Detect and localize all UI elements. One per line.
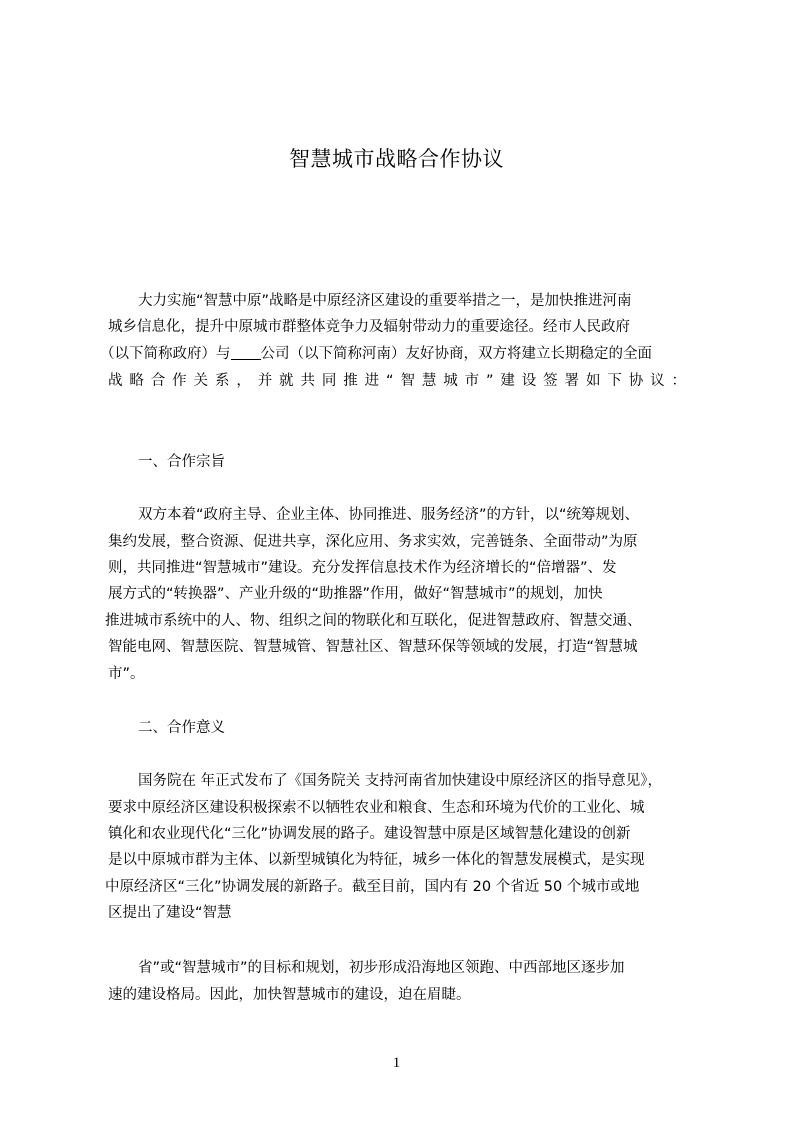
section-2-continued-line-2: 速的建设格局。因此，加快智慧城市的建设，迫在眉睫。 <box>108 987 471 1003</box>
section-2-line-1: 国务院在 年正式发布了《国务院关 支持河南省加快建设中原经济区的指导意见》， <box>138 773 662 789</box>
intro-line-3 <box>100 344 652 364</box>
section-1-line-3: 则，共同推进“智慧城市”建设。充分发挥信息技术作为经济增长的“倍增器”、发 <box>108 560 617 576</box>
page-number: 1 <box>392 1055 401 1071</box>
section-2-line-3: 镇化和农业现代化“三化”协调发展的路子。建设智慧中原是区域智慧化建设的创新 <box>108 826 631 842</box>
section-1-line-6: 智能电网、智慧医院、智慧城管、智慧社区、智慧环保等领域的发展，打造“智慧城 <box>108 639 638 655</box>
section-1-line-7: 市”。 <box>108 666 145 682</box>
section-1-line-4: 展方式的“转换器”、产业升级的“助推器”作用，做好“智慧城市”的规划，加快 <box>108 586 603 602</box>
section-2-continued-line-1: 省”或“智慧城市”的目标和规划，初步形成沿海地区领跑、中西部地区逐步加 <box>138 960 625 976</box>
blank-field <box>231 345 261 360</box>
intro-line-3-part-b: 公司（以下简称河南）友好协商，双方将建立长期稳定的全面 <box>260 346 652 362</box>
section-2-heading: 二、合作意义 <box>138 720 225 736</box>
section-2-line-6: 区提出了建设“智慧 <box>108 905 232 921</box>
section-1-line-5: 推进城市系统中的人、物、组织之间的物联化和互联化，促进智慧政府、智慧交通、 <box>105 613 642 629</box>
intro-line-1: 大力实施“智慧中原”战略是中原经济区建设的重要举措之一，是加快推进河南 <box>138 293 632 309</box>
intro-line-4: 战略合作关系，并就共同推进“智慧城市”建设签署如下协议： <box>108 373 686 389</box>
page-title: 智慧城市战略合作协议 <box>289 147 504 171</box>
section-2-line-5: 中原经济区“三化”协调发展的新路子。截至目前，国内有 20 个省近 50 个城市或地 <box>105 879 640 895</box>
section-2-line-2: 要求中原经济区建设积极探索不以牺牲农业和粮食、生态和环境为代价的工业化、城 <box>108 800 645 816</box>
intro-line-2: 城乡信息化，提升中原城市群整体竞争力及辐射带动力的重要途径。经市人民政府 <box>108 319 630 335</box>
section-2-line-4: 是以中原城市群为主体、以新型城镇化为特征，城乡一体化的智慧发展模式，是实现 <box>108 852 645 868</box>
section-1-heading: 一、合作宗旨 <box>138 454 225 470</box>
intro-line-3-part-a: （以下简称政府）与 <box>100 346 231 362</box>
section-1-line-2: 集约发展，整合资源、促进共享，深化应用、务求实效，完善链条、全面带动”为原 <box>108 534 638 550</box>
section-1-line-1: 双方本着“政府主导、企业主体、协同推进、服务经济”的方针，以“统筹规划、 <box>138 507 640 523</box>
